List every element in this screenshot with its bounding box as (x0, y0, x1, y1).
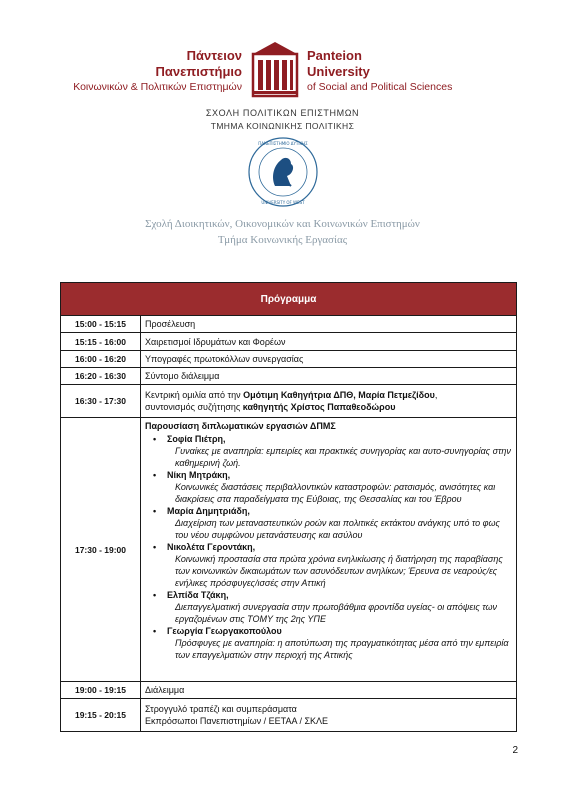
presenter-name: Νίκη Μητράκη, (167, 470, 231, 480)
table-row (61, 316, 517, 333)
time-cell: 16:00 - 16:20 (61, 351, 141, 368)
list-item (153, 541, 512, 589)
table-row (61, 333, 517, 351)
activity-cell (141, 699, 517, 732)
list-item (153, 625, 512, 661)
time-cell: 19:00 - 19:15 (61, 682, 141, 699)
list-item (153, 433, 512, 469)
table-row (61, 368, 517, 385)
svg-text:ΠΑΝΕΠΙΣΤΗΜΙΟ ΔΥΤΙΚΗΣ: ΠΑΝΕΠΙΣΤΗΜΙΟ ΔΥΤΙΚΗΣ (258, 141, 308, 146)
bullet-icon: • (153, 506, 157, 516)
table-row (61, 351, 517, 368)
page-number: 2 (512, 745, 518, 756)
moderator-name: καθηγητής Χρίστος Παπαθεοδώρου (242, 402, 396, 412)
bullet-icon: • (153, 470, 157, 480)
time-cell: 17:30 - 19:00 (61, 418, 141, 682)
logo-greek-line2: Πανεπιστήμιο (155, 64, 242, 79)
presenter-name: Σοφία Πιέτρη, (167, 434, 226, 444)
table-row (61, 385, 517, 418)
time-cell: 15:00 - 15:15 (61, 316, 141, 333)
svg-text:UNIVERSITY OF WEST: UNIVERSITY OF WEST (261, 200, 305, 205)
activity-cell: Διάλειμμα (141, 682, 517, 699)
uniwa-seal-icon (247, 136, 319, 208)
logo-english-line3: of Social and Political Sciences (307, 81, 453, 93)
school-name: ΣΧΟΛΗ ΠΟΛΙΤΙΚΩΝ ΕΠΙΣΤΗΜΩΝ (205, 108, 360, 118)
panteion-emblem-icon (247, 40, 303, 100)
activity-cell (141, 418, 517, 682)
presenter-name: Νικολέτα Γεροντάκη, (167, 542, 256, 552)
program-title-row (61, 283, 517, 316)
presenter-name: Μαρία Δημητριάδη, (167, 506, 250, 516)
panteion-logo (73, 40, 453, 102)
roundtable-participants: Εκπρόσωποι Πανεπιστημίων / ΕΕΤΑΑ / ΣΚΛΕ (145, 716, 329, 726)
activity-cell: Υπογραφές πρωτοκόλλων συνεργασίας (141, 351, 517, 368)
bullet-icon: • (153, 542, 157, 552)
presentations-heading: Παρουσίαση διπλωματικών εργασιών ΔΠΜΣ (145, 421, 336, 431)
moderator-intro: συντονισμός συζήτησης (145, 402, 243, 412)
time-cell: 16:30 - 17:30 (61, 385, 141, 418)
presenter-list (145, 433, 512, 661)
bullet-icon: • (153, 434, 157, 444)
presenter-topic: Κοινωνικές διαστάσεις περιβαλλοντικών καταστροφών: ρατσισμός, ανισότητες και διακρίσεις στα παραδείγματα της Εύβοιας, της Θεσσαλίας και του Έβρου (175, 482, 496, 504)
table-row (61, 682, 517, 699)
logo-greek-line3: Κοινωνικών & Πολιτικών Επιστημών (73, 81, 242, 93)
department-name: ΤΜΗΜΑ ΚΟΙΝΩΝΙΚΗΣ ΠΟΛΙΤΙΚΗΣ (210, 121, 355, 131)
activity-cell: Σύντομο διάλειμμα (141, 368, 517, 385)
presenter-topic: Πρόσφυγες με αναπηρία: η αποτύπωση της πραγματικότητας μέσα από την εμπειρία των επαγγελματιών στην περιοχή της Αττικής (175, 638, 509, 660)
table-row (61, 418, 517, 682)
keynote-intro: Κεντρική ομιλία από την (145, 390, 244, 400)
presenter-topic: Διαχείριση των μεταναστευτικών ροών και πολιτικές εκτάκτου ανάγκης υπό το φως του νέου συμφώνου μετανάστευσης και ασύλου (175, 518, 500, 540)
time-cell: 19:15 - 20:15 (61, 699, 141, 732)
keynote-speaker: Ομότιμη Καθηγήτρια ΔΠΘ, Μαρία Πετμεζίδου (243, 390, 435, 400)
activity-cell: Χαιρετισμοί Ιδρυμάτων και Φορέων (141, 333, 517, 351)
activity-cell (141, 385, 517, 418)
department-name-secondary: Τμήμα Κοινωνικής Εργασίας (217, 234, 348, 246)
program-table (60, 282, 517, 732)
school-name-secondary: Σχολή Διοικητικών, Οικονομικών και Κοινωνικών Επιστημών (145, 218, 420, 230)
presenter-topic: Κοινωνική προστασία στα πρώτα χρόνια ενηλικίωσης ή διατήρηση της παραβίασης των κοινωνικών δικαιωμάτων των ασυνόδευτων ανηλίκων; Έρευνα σε νεαρούς/ες ενήλικες πρόσφυγες/ισσές στην Αττική (175, 554, 503, 588)
presenter-name: Ελπίδα Τζάκη, (167, 590, 229, 600)
presenter-name: Γεωργία Γεωργακοπούλου (167, 626, 282, 636)
presenter-topic: Διεπαγγελματική συνεργασία στην πρωτοβάθμια φροντίδα υγείας- οι απόψεις των εργαζομένων στις ΤΟΜΥ της 2ης ΥΠΕ (175, 602, 498, 624)
presenter-topic: Γυναίκες με αναπηρία: εμπειρίες και πρακτικές συνηγορίας και αυτο-συνηγορίας στην καθημερινή ζωή. (175, 446, 511, 468)
bullet-icon: • (153, 590, 157, 600)
roundtable-title: Στρογγυλό τραπέζι και συμπεράσματα (145, 704, 297, 714)
keynote-comma: , (434, 390, 438, 400)
list-item (153, 505, 512, 541)
list-item (153, 469, 512, 505)
time-cell: 15:15 - 16:00 (61, 333, 141, 351)
logo-greek-line1: Πάντειον (186, 48, 242, 63)
bullet-icon: • (153, 626, 157, 636)
table-row (61, 699, 517, 732)
program-title: Πρόγραμμα (61, 283, 517, 316)
activity-cell: Προσέλευση (141, 316, 517, 333)
time-cell: 16:20 - 16:30 (61, 368, 141, 385)
logo-english-line2: University (307, 64, 370, 79)
logo-english-line1: Panteion (307, 48, 362, 63)
list-item (153, 589, 512, 625)
